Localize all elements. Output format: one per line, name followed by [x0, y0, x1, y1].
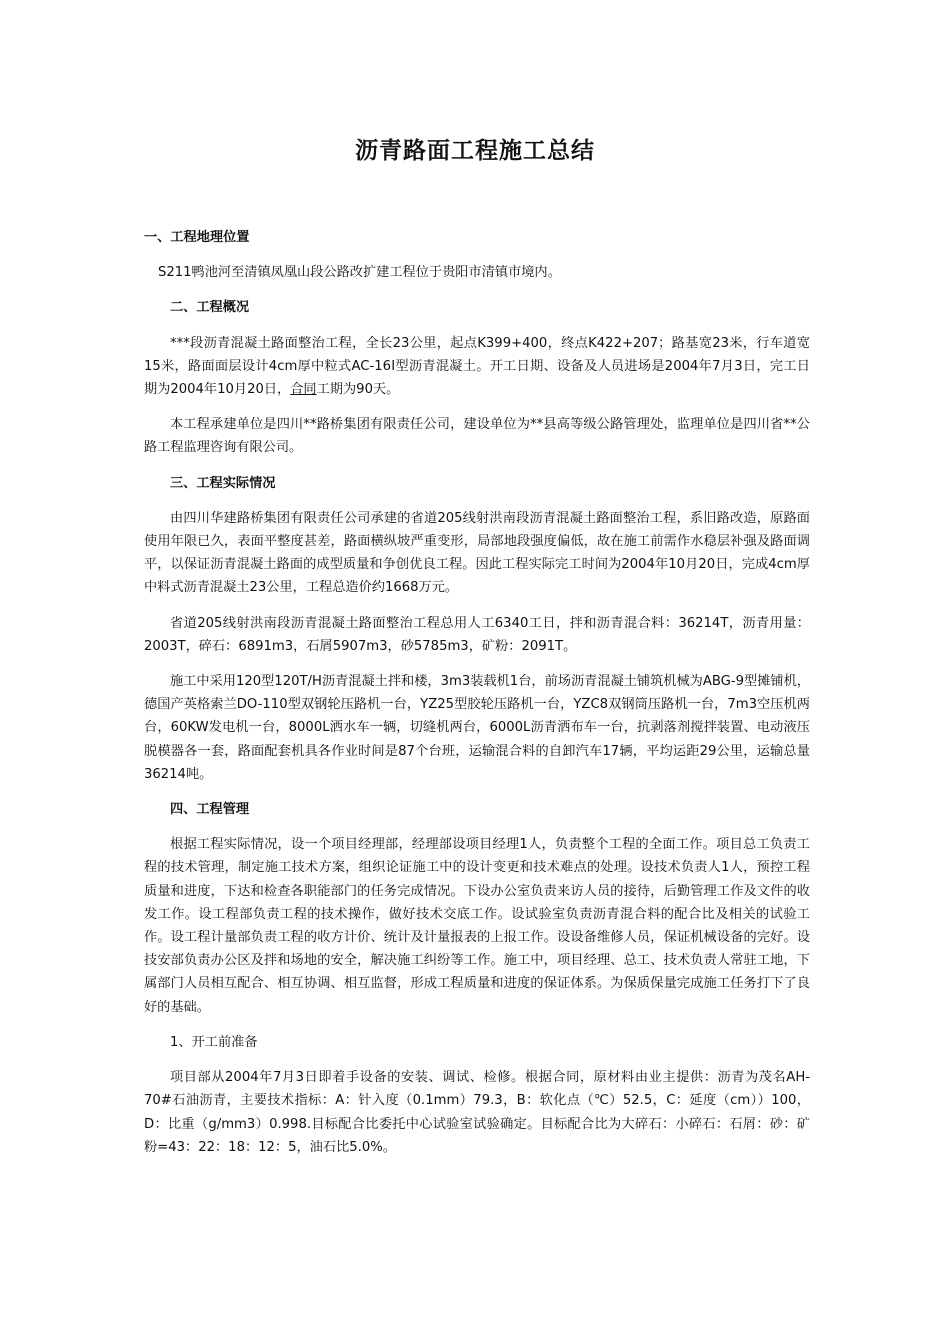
paragraph-overview-1-text-a: ***段沥青混凝土路面整治工程，全长23公里，起点K399+400，终点K422+207；路基宽23米，行车道宽15米，路面面层设计4cm厚中粒式AC-16Ⅰ型沥青混凝土。开工日期、设备及人员进场是2004年7月3日，完工日期为2004年10月20日， — [144, 335, 810, 398]
document-body — [144, 226, 810, 1171]
paragraph-preparation-1: 项目部从2004年7月3日即着手设备的安装、调试、检修。根据合同，原材料由业主提供：沥青为茂名AH-70#石油沥青，主要技术指标：A：针入度（0.1mm）79.3，B：软化点（℃）52.5，C：延度（cm））100，D：比重（g/mm3）0.998.目标配合比委托中心试验室试验确定。目标配合比为大碎石：小碎石：石屑：砂：矿粉=43：22：18：12：5，油石比5.0%。 — [144, 1070, 810, 1155]
paragraph-actual-1: 由四川华建路桥集团有限责任公司承建的省道205线射洪南段沥青混凝土路面整治工程，系旧路改造，原路面使用年限已久，表面平整度甚差，路面横纵坡严重变形，局部地段强度偏低，故在施工前需作水稳层补强及路面调平，以保证沥青混凝土路面的成型质量和争创优良工程。因此工程实际完工时间为2004年10月20日，完成4cm厚中料式沥青混凝土23公里，工程总造价约1668万元。 — [144, 510, 810, 596]
subsection-heading-preparation: 1、开工前准备 — [170, 1034, 258, 1050]
section-heading-management: 四、工程管理 — [170, 802, 250, 818]
paragraph-overview-1-text-b: 工期为90天。 — [316, 382, 400, 398]
section-heading-actual: 三、工程实际情况 — [170, 475, 276, 491]
paragraph-overview-2: 本工程承建单位是四川**路桥集团有限责任公司，建设单位为**县高等级公路管理处，监理单位是四川省**公路工程监理咨询有限公司。 — [144, 417, 810, 456]
paragraph-actual-2: 省道205线射洪南段沥青混凝土路面整治工程总用人工6340工日，拌和沥青混合料：36214T，沥青用量：2003T，碎石：6891m3，石屑5907m3，砂5785m3，矿粉：2091T。 — [144, 615, 810, 654]
paragraph-overview-1 — [144, 332, 810, 402]
underlined-word-contract: 合同 — [290, 382, 317, 398]
document-title: 沥青路面工程施工总结 — [355, 137, 595, 164]
paragraph-management-1: 根据工程实际情况，设一个项目经理部，经理部设项目经理1人，负责整个工程的全面工作。项目总工负责工程的技术管理，制定施工技术方案，组织论证施工中的设计变更和技术难点的处理。设技术负责人1人，预控工程质量和进度，下达和检查各职能部门的任务完成情况。下设办公室负责来访人员的接待，后勤管理工作及文件的收发工作。设工程部负责工程的技术操作，做好技术交底工作。设试验室负责沥青混合料的配合比及相关的试验工作。设工程计量部负责工程的收方计价、统计及计量报表的上报工作。设设备维修人员，保证机械设备的完好。设技安部负责办公区及拌和场地的安全，解决施工纠纷等工作。施工中，项目经理、总工、技术负责人常驻工地，下属部门人员相互配合、相互协调、相互监督，形成工程质量和进度的保证体系。为保质保量完成施工任务打下了良好的基础。 — [144, 837, 810, 1015]
paragraph-location: S211鸭池河至清镇凤凰山段公路改扩建工程位于贵阳市清镇市境内。 — [158, 265, 561, 281]
section-heading-location: 一、工程地理位置 — [144, 230, 250, 245]
section-heading-overview: 二、工程概况 — [170, 300, 250, 316]
paragraph-actual-3: 施工中采用120型120T/H沥青混凝土拌和楼，3m3装载机1台，前场沥青混凝土铺筑机械为ABG-9型摊铺机，德国产英格索兰DO-110型双钢轮压路机一台，YZ25型胶轮压路机一台，YZC8双钢筒压路机一台，7m3空压机两台，60KW发电机一台，8000L洒水车一辆，切缝机两台，6000L沥青洒布车一台，抗剥落剂搅拌装置、电动液压脱模器各一套，路面配套机具各作业时间是87个台班，运输混合料的自卸汽车17辆，平均运距29公里，运输总量36214吨。 — [144, 674, 810, 782]
